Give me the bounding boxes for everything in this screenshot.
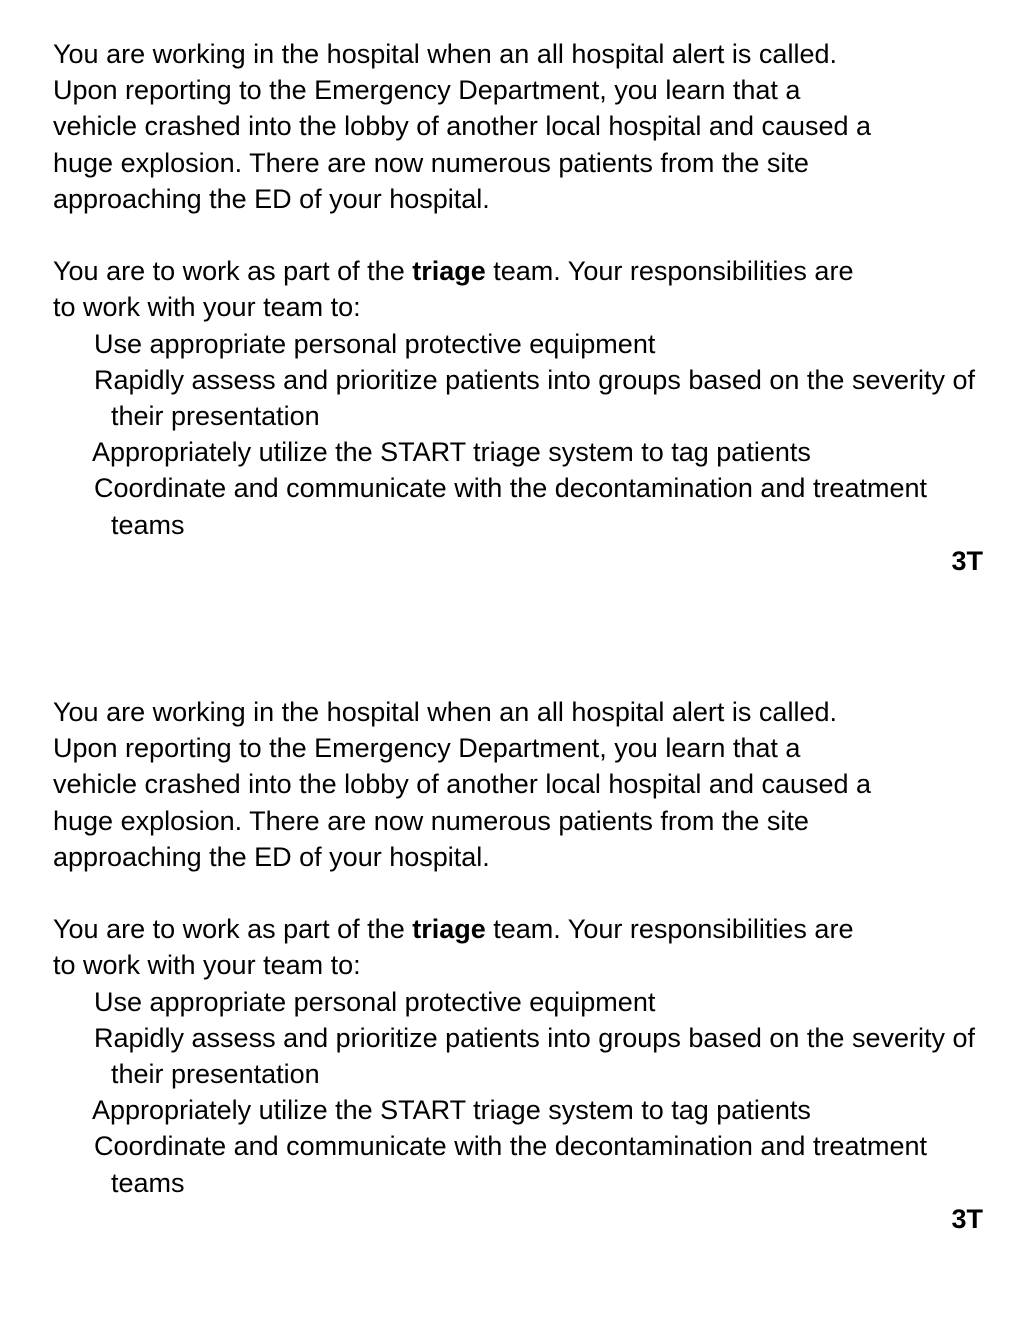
card-code: 3T: [951, 1204, 983, 1234]
responsibility-item: Appropriately utilize the START triage system to tag patients: [92, 437, 811, 468]
responsibility-item: Use appropriate personal protective equipment: [94, 328, 656, 359]
responsibility-item: Use appropriate personal protective equipment: [94, 986, 656, 1017]
role-team: triage: [412, 914, 486, 945]
responsibility-list: [53, 984, 983, 1201]
responsibility-item: Appropriately utilize the START triage system to tag patients: [92, 1095, 811, 1126]
responsibility-item: Coordinate and communicate with the decontamination and treatment teams: [94, 473, 927, 540]
scenario-card-1: [53, 36, 983, 596]
card-code: 3T: [951, 546, 983, 576]
scenario-intro: You are working in the hospital when an all hospital alert is called. Upon reporting to the Emergency Department, you learn that a vehicle crashed into the lobby of another local hospital and caused a huge explosion. There are now numerous patients from the site approaching the ED of your hospital.: [53, 39, 872, 214]
responsibility-item: Rapidly assess and prioritize patients into groups based on the severity of their presentation: [94, 364, 975, 432]
responsibility-list: [53, 326, 983, 543]
responsibility-item: Rapidly assess and prioritize patients into groups based on the severity of their presentation: [94, 1022, 975, 1090]
scenario-card-2: [53, 694, 983, 1254]
role-prefix: You are to work as part of the: [53, 914, 413, 945]
responsibility-item: Coordinate and communicate with the decontamination and treatment teams: [94, 1131, 927, 1198]
scenario-intro: You are working in the hospital when an all hospital alert is called. Upon reporting to the Emergency Department, you learn that a vehicle crashed into the lobby of another local hospital and caused a huge explosion. There are now numerous patients from the site approaching the ED of your hospital.: [53, 697, 872, 872]
role-prefix: You are to work as part of the: [53, 256, 413, 287]
role-statement: [53, 253, 983, 325]
role-statement: [53, 911, 983, 983]
role-suffix: team. Your responsibilities are to work with your team to:: [53, 914, 854, 981]
role-team: triage: [412, 256, 486, 287]
role-suffix: team. Your responsibilities are to work with your team to:: [53, 256, 854, 323]
